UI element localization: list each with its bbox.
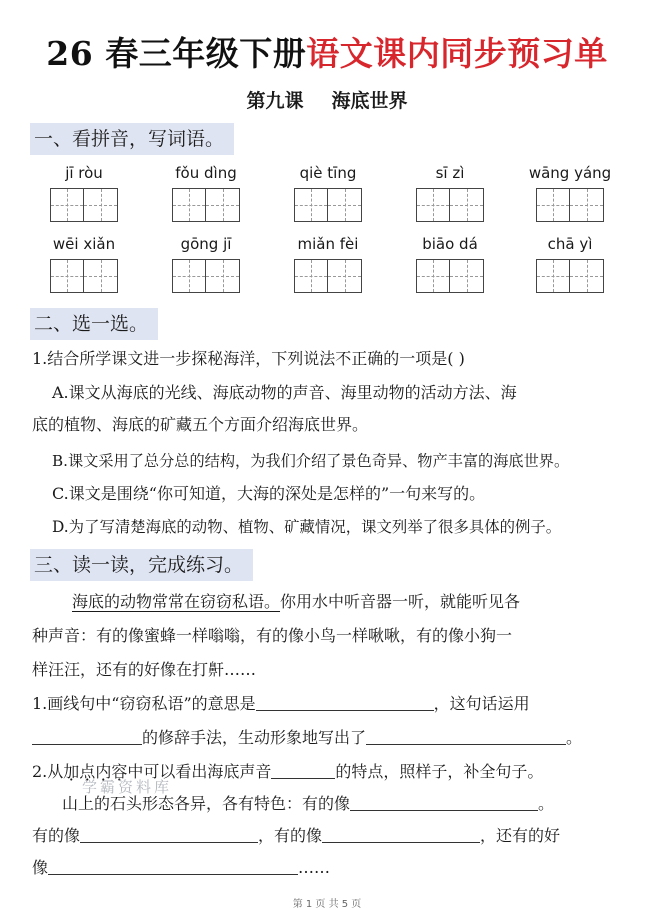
pinyin-label: wāng yáng	[528, 164, 612, 182]
pinyin-item	[528, 233, 612, 293]
writing-grid[interactable]	[528, 259, 612, 293]
lesson-number: 第九课	[246, 90, 304, 112]
page-title	[0, 28, 654, 75]
option-c[interactable]: C.课文是围绕“你可知道，大海的深处是怎样的”一句来写的。	[52, 484, 486, 503]
answer-blank[interactable]	[366, 724, 566, 745]
pinyin-label: gōng jī	[180, 235, 232, 253]
example-text: 有的像	[32, 826, 81, 845]
question-1-text: 1.画线句中“窃窃私语”的意思是	[32, 694, 256, 713]
passage-line-3: 样汪汪，还有的好像在打鼾……	[32, 660, 257, 679]
pinyin-label: biāo dá	[422, 235, 478, 253]
passage-text: 你用水中听音器一听，就能听见各	[280, 592, 521, 611]
pinyin-item	[42, 233, 126, 293]
question-2-line-2	[32, 821, 560, 851]
lesson-subtitle	[0, 86, 654, 113]
answer-blank[interactable]	[271, 758, 335, 779]
passage-line-2: 种声音：有的像蜜蜂一样嗡嗡，有的像小鸟一样啾啾，有的像小狗一	[32, 626, 513, 645]
answer-blank[interactable]	[48, 854, 298, 875]
lesson-title: 海底世界	[331, 90, 408, 112]
passage-line-1	[72, 587, 520, 617]
pinyin-label: chā yì	[547, 235, 593, 253]
example-text: 像	[32, 858, 49, 877]
pinyin-label: fǒu dìng	[175, 164, 237, 182]
pinyin-label: jī ròu	[65, 164, 103, 182]
writing-grid[interactable]	[408, 259, 492, 293]
pinyin-item	[164, 162, 248, 222]
pinyin-label: sī zì	[435, 164, 465, 182]
question-1-text: 的修辞手法，生动形象地写出了	[142, 728, 367, 747]
example-end: 。	[538, 794, 555, 813]
writing-grid[interactable]	[164, 259, 248, 293]
section-reading-heading: 三、读一读，完成练习。	[30, 549, 253, 581]
writing-grid[interactable]	[42, 259, 126, 293]
choice-question: 1.结合所学课文进一步探秘海洋，下列说法不正确的一项是( )	[32, 349, 465, 368]
pinyin-label: miǎn fèi	[297, 235, 359, 253]
pinyin-item	[42, 162, 126, 222]
option-a-line-2[interactable]: 底的植物、海底的矿藏五个方面介绍海底世界。	[32, 415, 369, 434]
question-2-text: 中可以看出海底声音	[127, 762, 272, 781]
pinyin-item	[286, 162, 370, 222]
example-text: 山上的石头形态各异，各有特色：有的像	[62, 794, 351, 813]
writing-grid[interactable]	[286, 259, 370, 293]
dotted-emphasis: 加点内容	[63, 762, 128, 781]
example-text: ，有的像	[258, 826, 323, 845]
option-a-line-1[interactable]: A.课文从海底的光线、海底动物的声音、海里动物的活动方法、海	[52, 383, 517, 402]
pinyin-item	[164, 233, 248, 293]
question-2-text: 2.从	[32, 762, 64, 781]
question-1-end: 。	[566, 728, 583, 747]
title-prefix: 26 春三年级下册	[46, 34, 307, 73]
writing-grid[interactable]	[42, 188, 126, 222]
answer-blank[interactable]	[80, 822, 258, 843]
example-text: ，还有的好	[480, 826, 561, 845]
option-d[interactable]: D.为了写清楚海底的动物、植物、矿藏情况，课文列举了很多具体的例子。	[52, 518, 562, 536]
passage-underlined-sentence: 海底的动物常常在窃窃私语。	[72, 592, 281, 611]
answer-blank[interactable]	[32, 724, 142, 745]
section-choice-heading: 二、选一选。	[30, 308, 158, 340]
writing-grid[interactable]	[528, 188, 612, 222]
pinyin-label: wēi xiǎn	[52, 235, 116, 253]
example-text: ……	[298, 858, 331, 877]
title-highlight: 语文课内同步预习单	[306, 34, 608, 73]
question-1-line-1	[32, 689, 530, 719]
pinyin-item	[286, 233, 370, 293]
pinyin-item	[408, 233, 492, 293]
writing-grid[interactable]	[408, 188, 492, 222]
question-2-line-3	[32, 853, 330, 883]
option-b[interactable]: B.课文采用了总分总的结构，为我们介绍了景色奇异、物产丰富的海底世界。	[52, 452, 570, 470]
writing-grid[interactable]	[164, 188, 248, 222]
question-2-text: 的特点，照样子，补全句子。	[335, 762, 544, 781]
question-1-text: ，这句话运用	[433, 694, 530, 713]
section-pinyin-heading: 一、看拼音，写词语。	[30, 123, 234, 155]
pinyin-item	[528, 162, 612, 222]
pinyin-item	[408, 162, 492, 222]
answer-blank[interactable]	[322, 822, 480, 843]
watermark: 学霸资料库	[82, 778, 173, 796]
writing-grid[interactable]	[286, 188, 370, 222]
answer-blank[interactable]	[256, 690, 434, 711]
answer-blank[interactable]	[350, 790, 538, 811]
page-footer: 第 1 页 共 5 页	[292, 899, 362, 910]
pinyin-label: qiè tīng	[299, 164, 357, 182]
question-1-line-2	[32, 723, 582, 753]
